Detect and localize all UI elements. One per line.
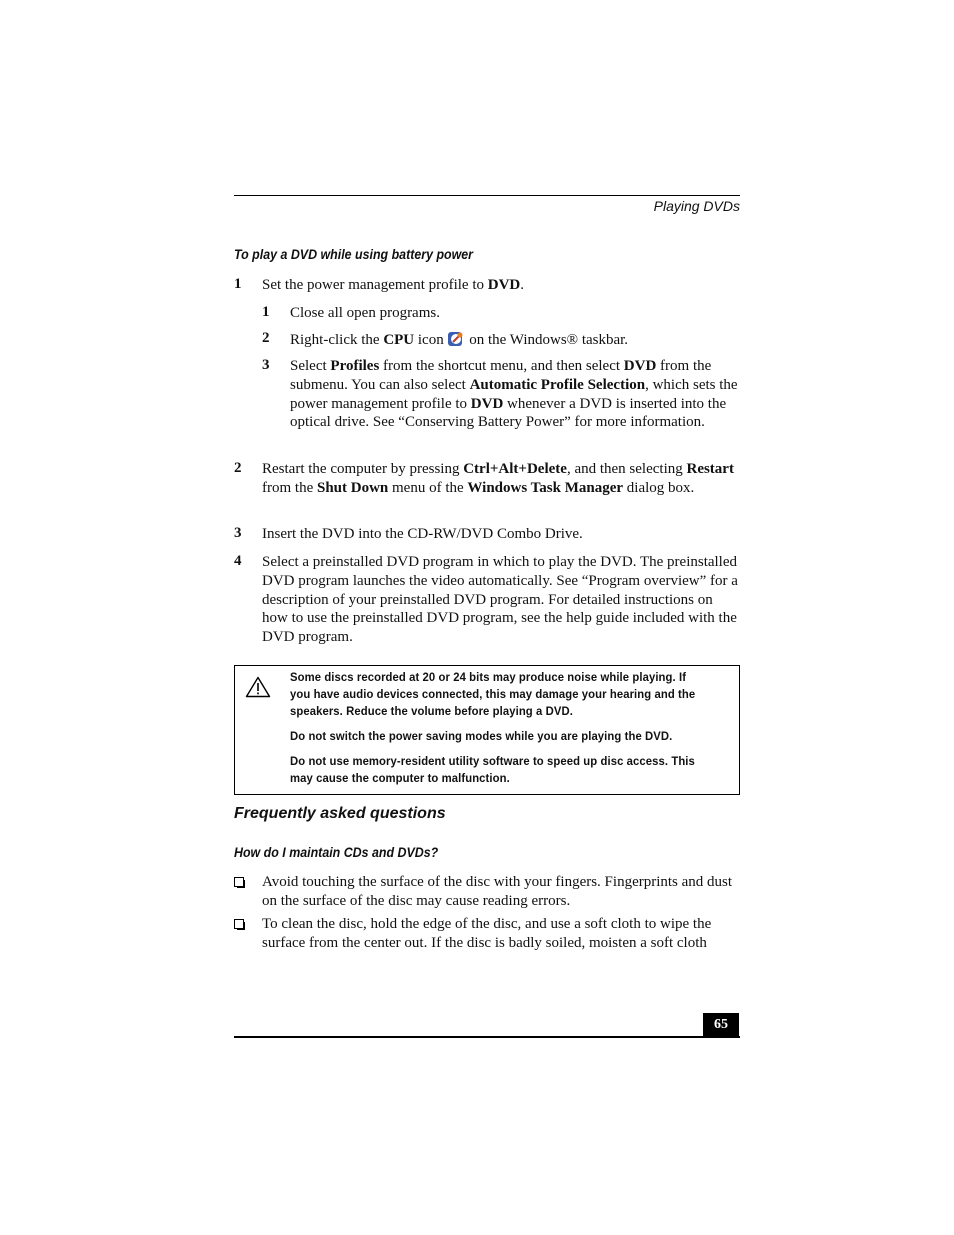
caution-note: Do not switch the power saving modes while you are playing the DVD. bbox=[290, 729, 673, 743]
step-text: Restart the computer by pressing Ctrl+Alt+Delete, and then selecting Restart from the Shut Down menu of the Windows Task Manager dialog box. bbox=[262, 461, 734, 496]
substep-text: Select Profiles from the shortcut menu, and then select DVD from the submenu. You can also select Automatic Profile Selection, which sets the power management profile to DVD whenever a DVD is inserted into the optical drive. See “Conserving Battery Power” for more information. bbox=[290, 358, 738, 431]
substep-number: 3 bbox=[262, 357, 270, 373]
caution-note: Some discs recorded at 20 or 24 bits may produce noise while playing. If you have audio devices connected, this may damage your hearing and the speakers. Reduce the volume before playing a DVD. bbox=[290, 670, 696, 718]
checkbox-bullet-icon bbox=[234, 877, 244, 887]
substep-number: 1 bbox=[262, 304, 270, 320]
step-number: 1 bbox=[234, 276, 242, 292]
list-item-text: Avoid touching the surface of the disc with your fingers. Fingerprints and dust on the surface of the disc may cause reading errors. bbox=[262, 874, 733, 909]
caution-note: Do not use memory-resident utility software to speed up disc access. This may cause the computer to malfunction. bbox=[290, 754, 695, 785]
page-number: 65 bbox=[703, 1013, 739, 1036]
step-text: Insert the DVD into the CD-RW/DVD Combo Drive. bbox=[262, 526, 583, 542]
substep-text: Right-click the CPU icon on the Windows® taskbar. bbox=[290, 332, 629, 348]
warning-triangle-icon bbox=[245, 676, 271, 698]
checkbox-bullet-icon bbox=[234, 919, 244, 929]
cpu-icon bbox=[447, 330, 465, 348]
step-number: 3 bbox=[234, 525, 242, 541]
footer-rule bbox=[234, 1036, 740, 1038]
step-number: 2 bbox=[234, 460, 242, 476]
header-rule bbox=[234, 195, 740, 196]
section-title: Frequently asked questions bbox=[234, 805, 446, 822]
step-number: 4 bbox=[234, 553, 242, 569]
running-head: Playing DVDs bbox=[653, 198, 740, 214]
procedure-title: To play a DVD while using battery power bbox=[234, 247, 474, 262]
step-text: Set the power management profile to DVD. bbox=[262, 277, 525, 293]
substep-number: 2 bbox=[262, 330, 270, 346]
substep-text: Close all open programs. bbox=[290, 305, 440, 321]
question-heading: How do I maintain CDs and DVDs? bbox=[234, 845, 439, 860]
list-item-text: To clean the disc, hold the edge of the disc, and use a soft cloth to wipe the surface from the center out. If the disc is badly soiled, moisten a soft cloth bbox=[262, 916, 712, 951]
step-text: Select a preinstalled DVD program in which to play the DVD. The preinstalled DVD program launches the video automatically. See “Program overview” for a description of your preinstalled DVD program. For detailed instructions on how to use the preinstalled DVD program, see the help guide included with the DVD program. bbox=[262, 554, 738, 646]
